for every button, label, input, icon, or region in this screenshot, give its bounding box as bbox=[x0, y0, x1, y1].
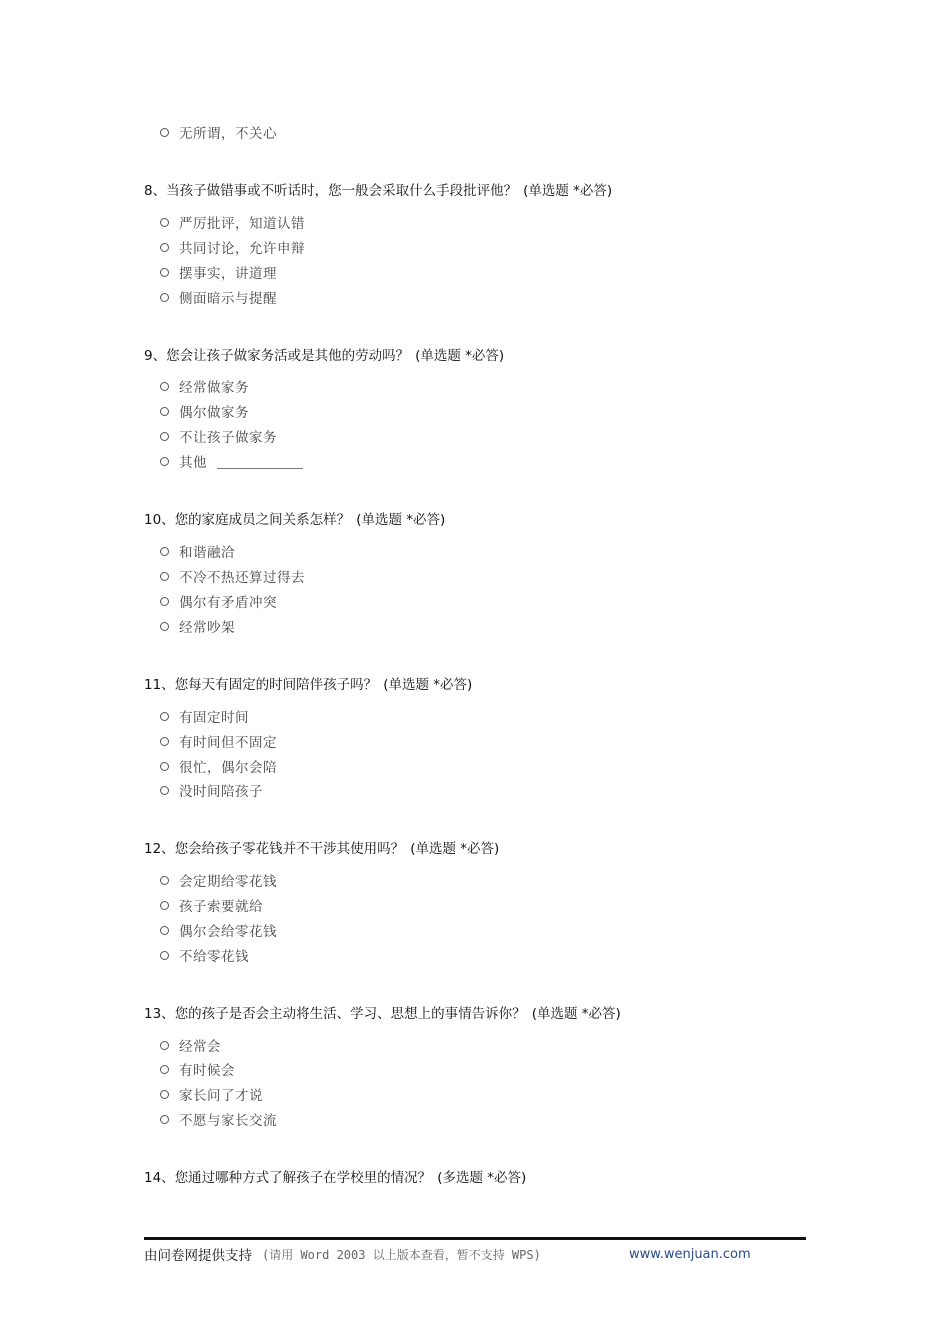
option-label: 共同讨论，允许申辩 bbox=[179, 241, 305, 257]
footer-note: (请用 Word 2003 以上版本查看，暂不支持 WPS) bbox=[262, 1247, 541, 1262]
page-footer bbox=[144, 1243, 806, 1265]
radio-circle-icon[interactable] bbox=[160, 1115, 169, 1124]
question-number: 13、 bbox=[144, 1006, 175, 1022]
question-number: 9、 bbox=[144, 348, 167, 364]
option-radio[interactable] bbox=[160, 236, 305, 258]
option-label: 有时间但不固定 bbox=[179, 735, 277, 751]
option-label: 和谐融洽 bbox=[179, 545, 235, 561]
option-radio[interactable] bbox=[160, 1108, 277, 1130]
radio-circle-icon[interactable] bbox=[160, 926, 169, 935]
option-label: 不冷不热还算过得去 bbox=[179, 570, 305, 586]
option-label: 侧面暗示与提醒 bbox=[179, 291, 277, 307]
radio-circle-icon[interactable] bbox=[160, 293, 169, 302]
radio-circle-icon[interactable] bbox=[160, 1090, 169, 1099]
fill-in-blank-line[interactable] bbox=[217, 467, 303, 469]
option-radio[interactable] bbox=[160, 375, 249, 397]
question-title bbox=[144, 836, 499, 858]
radio-circle-icon[interactable] bbox=[160, 597, 169, 606]
option-radio[interactable] bbox=[160, 730, 277, 752]
option-radio[interactable] bbox=[160, 565, 305, 587]
option-radio[interactable] bbox=[160, 121, 277, 143]
question-type: (单选题 *必答) bbox=[410, 841, 500, 857]
option-radio[interactable] bbox=[160, 211, 305, 233]
option-radio[interactable] bbox=[160, 540, 235, 562]
radio-circle-icon[interactable] bbox=[160, 762, 169, 771]
radio-circle-icon[interactable] bbox=[160, 786, 169, 795]
option-radio[interactable] bbox=[160, 944, 249, 966]
question-text: 您每天有固定的时间陪伴孩子吗？ bbox=[174, 677, 378, 693]
option-label: 偶尔做家务 bbox=[179, 405, 249, 421]
footer-brand: 由问卷网提供支持 bbox=[144, 1248, 252, 1264]
question-type: (单选题 *必答) bbox=[383, 677, 473, 693]
question-number: 8、 bbox=[144, 183, 167, 199]
option-radio[interactable] bbox=[160, 779, 263, 801]
question-text: 您会让孩子做家务活或是其他的劳动吗？ bbox=[166, 348, 410, 364]
question-text: 当孩子做错事或不听话时，您一般会采取什么手段批评他？ bbox=[166, 183, 518, 199]
radio-circle-icon[interactable] bbox=[160, 382, 169, 391]
option-label: 严厉批评，知道认错 bbox=[179, 216, 305, 232]
radio-circle-icon[interactable] bbox=[160, 243, 169, 252]
option-label: 偶尔有矛盾冲突 bbox=[179, 595, 277, 611]
radio-circle-icon[interactable] bbox=[160, 572, 169, 581]
question-title bbox=[144, 1165, 526, 1187]
option-label: 有固定时间 bbox=[179, 710, 249, 726]
radio-circle-icon[interactable] bbox=[160, 268, 169, 277]
option-label: 有时候会 bbox=[179, 1063, 235, 1079]
option-radio[interactable] bbox=[160, 590, 277, 612]
option-radio[interactable] bbox=[160, 705, 249, 727]
question-title bbox=[144, 507, 445, 529]
radio-circle-icon[interactable] bbox=[160, 622, 169, 631]
radio-circle-icon[interactable] bbox=[160, 1065, 169, 1074]
option-radio[interactable] bbox=[160, 755, 277, 777]
radio-circle-icon[interactable] bbox=[160, 737, 169, 746]
option-label: 不让孩子做家务 bbox=[179, 430, 277, 446]
radio-circle-icon[interactable] bbox=[160, 128, 169, 137]
question-text: 您的家庭成员之间关系怎样？ bbox=[174, 512, 351, 528]
question-text: 您的孩子是否会主动将生活、学习、思想上的事情告诉你？ bbox=[174, 1006, 526, 1022]
radio-circle-icon[interactable] bbox=[160, 218, 169, 227]
option-label: 家长问了才说 bbox=[179, 1088, 263, 1104]
footer-site-link[interactable]: www.wenjuan.com bbox=[629, 1246, 751, 1262]
question-title bbox=[144, 178, 612, 200]
question-number: 14、 bbox=[144, 1170, 175, 1186]
option-label: 不愿与家长交流 bbox=[179, 1113, 277, 1129]
option-radio[interactable] bbox=[160, 450, 303, 472]
question-title bbox=[144, 1001, 621, 1023]
option-label: 经常会 bbox=[179, 1039, 221, 1055]
question-title bbox=[144, 343, 504, 365]
question-type: (单选题 *必答) bbox=[356, 512, 446, 528]
radio-circle-icon[interactable] bbox=[160, 1041, 169, 1050]
question-number: 12、 bbox=[144, 841, 175, 857]
radio-circle-icon[interactable] bbox=[160, 876, 169, 885]
option-label: 孩子索要就给 bbox=[179, 899, 263, 915]
question-title bbox=[144, 672, 472, 694]
question-text: 您会给孩子零花钱并不干涉其使用吗？ bbox=[174, 841, 405, 857]
option-label: 经常吵架 bbox=[179, 620, 235, 636]
option-label: 摆事实，讲道理 bbox=[179, 266, 277, 282]
option-label: 很忙，偶尔会陪 bbox=[179, 760, 277, 776]
footer-divider bbox=[144, 1237, 806, 1240]
option-label: 其他 bbox=[179, 455, 207, 471]
question-type: (单选题 *必答) bbox=[523, 183, 613, 199]
option-label: 会定期给零花钱 bbox=[179, 874, 277, 890]
question-type: (多选题 *必答) bbox=[437, 1170, 527, 1186]
option-radio[interactable] bbox=[160, 286, 277, 308]
option-radio[interactable] bbox=[160, 1034, 221, 1056]
radio-circle-icon[interactable] bbox=[160, 432, 169, 441]
option-radio[interactable] bbox=[160, 894, 263, 916]
option-radio[interactable] bbox=[160, 869, 277, 891]
option-radio[interactable] bbox=[160, 1058, 235, 1080]
option-label: 没时间陪孩子 bbox=[179, 784, 263, 800]
option-radio[interactable] bbox=[160, 400, 249, 422]
radio-circle-icon[interactable] bbox=[160, 901, 169, 910]
option-radio[interactable] bbox=[160, 919, 277, 941]
radio-circle-icon[interactable] bbox=[160, 547, 169, 556]
option-radio[interactable] bbox=[160, 615, 235, 637]
radio-circle-icon[interactable] bbox=[160, 457, 169, 466]
option-radio[interactable] bbox=[160, 261, 277, 283]
option-label: 无所谓，不关心 bbox=[179, 126, 277, 142]
question-type: (单选题 *必答) bbox=[415, 348, 505, 364]
option-radio[interactable] bbox=[160, 1083, 263, 1105]
question-type: (单选题 *必答) bbox=[531, 1006, 621, 1022]
radio-circle-icon[interactable] bbox=[160, 407, 169, 416]
question-number: 11、 bbox=[144, 677, 175, 693]
option-label: 经常做家务 bbox=[179, 380, 249, 396]
option-label: 偶尔会给零花钱 bbox=[179, 924, 277, 940]
question-number: 10、 bbox=[144, 512, 175, 528]
question-text: 您通过哪种方式了解孩子在学校里的情况？ bbox=[174, 1170, 432, 1186]
radio-circle-icon[interactable] bbox=[160, 712, 169, 721]
radio-circle-icon[interactable] bbox=[160, 951, 169, 960]
option-label: 不给零花钱 bbox=[179, 949, 249, 965]
option-radio[interactable] bbox=[160, 425, 277, 447]
